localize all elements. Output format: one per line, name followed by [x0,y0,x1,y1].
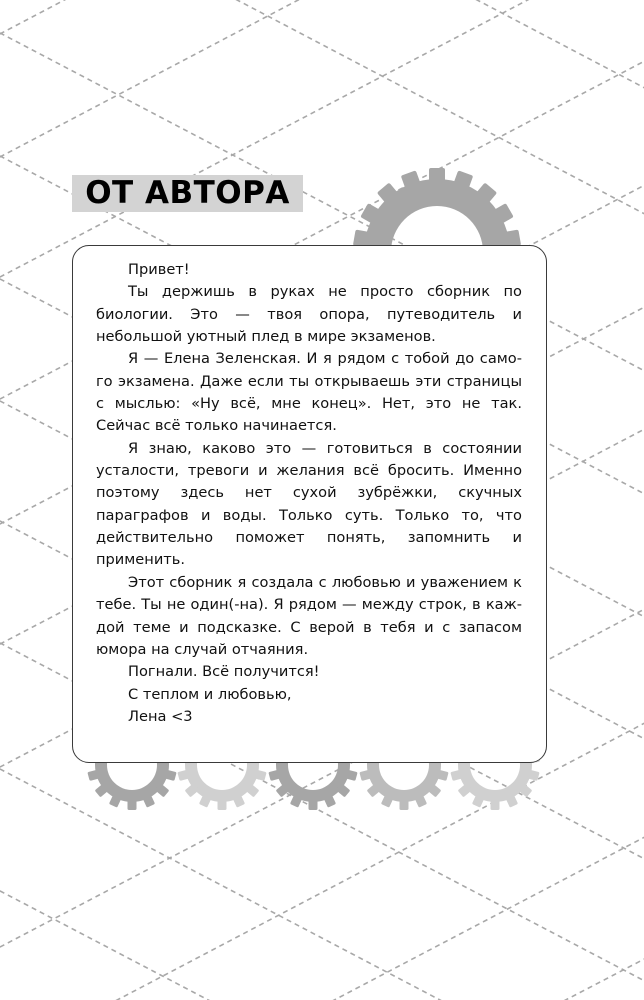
author-letter-card [72,245,547,763]
letter-signature: Лена <3 [128,707,193,725]
heading-text: ОТ АВТОРА [85,175,290,211]
letter-sign-off: С теплом и любовью, [128,685,292,703]
letter-paragraph: Ты держишь в руках не просто сборник по биологии. Это — твоя опора, путеводитель и небольшой уютный плед в мире экзаменов. [96,283,522,346]
letter-greeting: Привет! [128,261,190,278]
letter-paragraph: Я знаю, каково это — готовиться в состоянии усталости, тревоги и желания всё бросить. Именно поэтому здесь нет сухой зубрёжки, скучных параграфов и воды. Только суть. Только то, что действительно поможет понять, запомнить и применить. [96,439,522,569]
letter-closing: Погнали. Всё получится! [128,663,320,681]
letter-paragraph: Этот сборник я создала с любовью и уважением к тебе. Ты не один(-на). Я рядом — между строк, в каждой теме и подсказке. С верой в тебя и с запасом юмора на случай отчаяния. [96,573,522,658]
section-heading [72,175,303,212]
letter-body [96,259,522,728]
letter-paragraph: Я — Елена Зеленская. И я рядом с тобой до самого экзамена. Даже если ты открываешь эти страницы с мыслью: «Ну всё, мне конец». Нет, это не так. Сейчас всё только начинается. [96,350,522,435]
